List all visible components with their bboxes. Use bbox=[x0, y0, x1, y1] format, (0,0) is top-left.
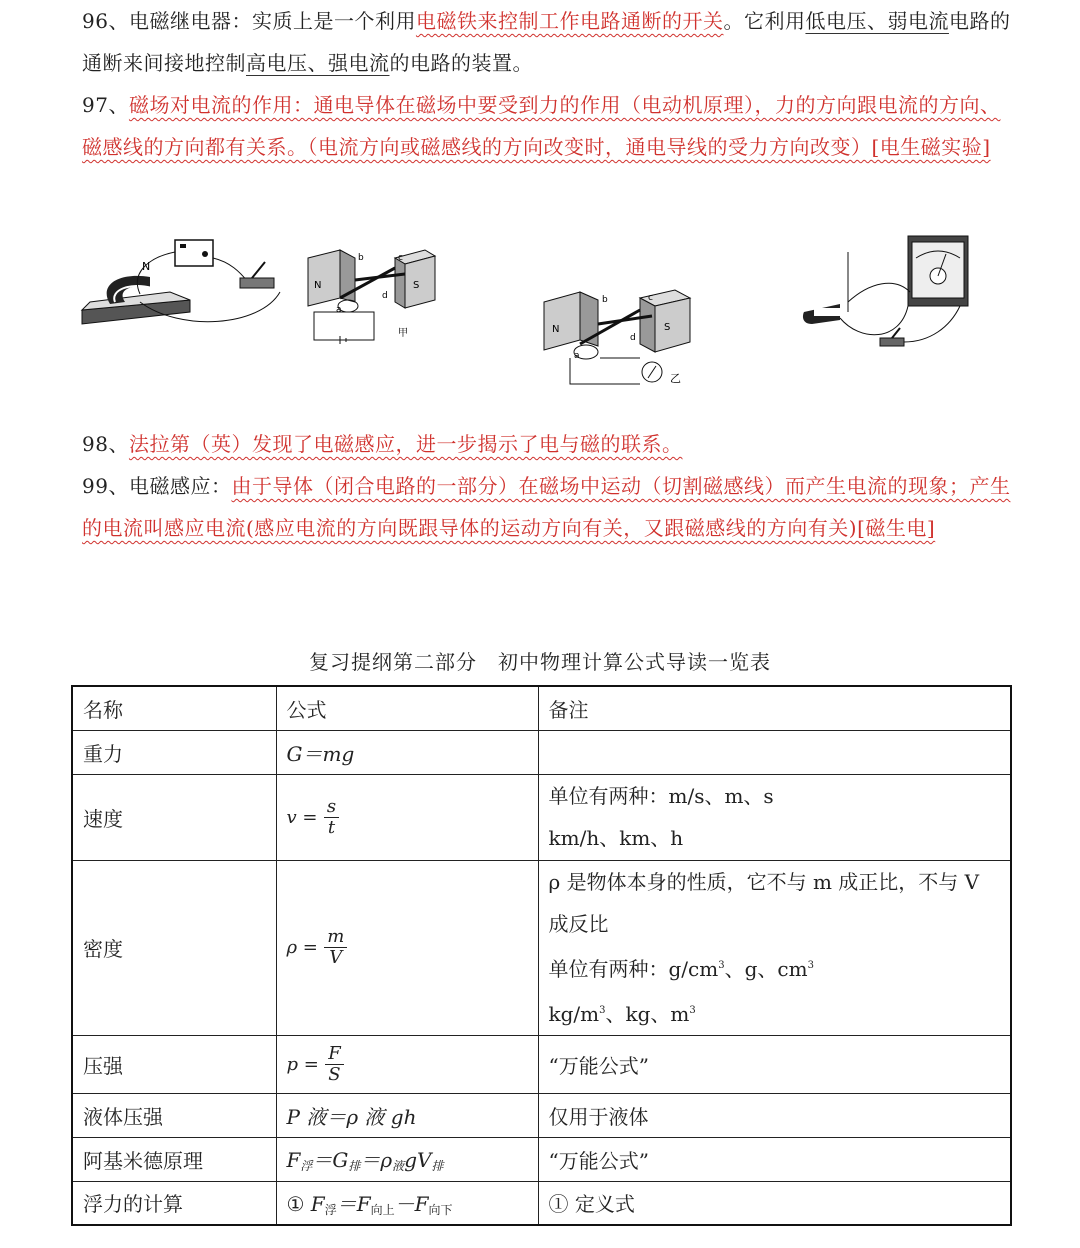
row-name-cell: 压强 bbox=[72, 1035, 276, 1093]
fraction bbox=[324, 927, 347, 968]
formula-cell bbox=[276, 1137, 538, 1181]
subscript: 排 bbox=[431, 1159, 444, 1173]
wire-label: b bbox=[358, 253, 364, 263]
note-line bbox=[549, 990, 1001, 1035]
magnet-wire-apparatus-figure bbox=[80, 232, 290, 332]
highlight-text: 电磁铁来控制工作电路通断的开关 bbox=[415, 9, 724, 33]
paragraph-text: 的电路的装置。 bbox=[389, 51, 533, 75]
column-header-note: 备注 bbox=[538, 686, 1011, 730]
numerator: m bbox=[324, 927, 347, 948]
note-cell: 仅用于液体 bbox=[538, 1093, 1011, 1137]
subscript: 向下 bbox=[428, 1202, 453, 1217]
term-label: 电磁继电器： bbox=[128, 9, 252, 33]
formula-cell bbox=[276, 860, 538, 1035]
numerator: s bbox=[324, 797, 339, 818]
note-cell: “万能公式” bbox=[538, 1137, 1011, 1181]
superscript: 3 bbox=[689, 1004, 696, 1016]
note-cell bbox=[538, 730, 1011, 774]
row-name-cell: 阿基米德原理 bbox=[72, 1137, 276, 1181]
step-number: ① bbox=[286, 1191, 305, 1216]
table-row-buoyancy bbox=[72, 1181, 1011, 1225]
magnet-pole-label: S bbox=[664, 322, 671, 333]
denominator: t bbox=[327, 816, 336, 838]
figure-label: 甲 bbox=[398, 328, 408, 339]
magnet-pole-label: S bbox=[413, 280, 420, 291]
formula-text: －F bbox=[394, 1191, 429, 1216]
formula-cell: G＝mg bbox=[276, 730, 538, 774]
row-name-cell: 浮力的计算 bbox=[72, 1181, 276, 1225]
formula-lhs: p = bbox=[286, 1053, 319, 1075]
wire-label: d bbox=[382, 291, 388, 301]
subscript: 浮 bbox=[324, 1202, 337, 1217]
highlight-text: 由于导体（闭合电路的一部分）在磁场中运动（切割磁感线）而产生电流的现象；产生的电流叫感应电流(感应电流的方向既跟导体的运动方向有关，又跟磁感线的方向有关)[磁生电] bbox=[82, 474, 1011, 540]
formula-text: gV bbox=[404, 1148, 432, 1172]
row-name-cell: 密度 bbox=[72, 860, 276, 1035]
numerator: F bbox=[325, 1044, 344, 1065]
note-text: 单位有两种：g/cm bbox=[548, 956, 719, 981]
note-line: 成反比 bbox=[548, 911, 609, 936]
note-line bbox=[549, 945, 1001, 990]
note-line: km/h、km、h bbox=[548, 826, 684, 850]
table-row-speed bbox=[72, 774, 1011, 860]
paragraph-99 bbox=[82, 465, 1017, 549]
row-name-cell: 速度 bbox=[72, 774, 276, 860]
formula-cell bbox=[276, 774, 538, 860]
fraction bbox=[324, 797, 339, 838]
superscript: 3 bbox=[718, 959, 725, 971]
table-header-row bbox=[72, 686, 1011, 730]
note-text: 、g、cm bbox=[724, 956, 808, 981]
highlight-text: 磁场对电流的作用：通电导体在磁场中要受到力的作用（电动机原理），力的方向跟电流的方向、磁感线的方向都有关系。（电流方向或磁感线的方向改变时，通电导线的受力方向改变）[电生磁实验] bbox=[82, 93, 1001, 159]
magnet-pole-label: N bbox=[552, 324, 560, 335]
note-cell bbox=[538, 774, 1011, 860]
formula-cell bbox=[276, 1181, 538, 1225]
formula-text: ＝G bbox=[312, 1148, 349, 1172]
denominator: V bbox=[329, 947, 343, 968]
paragraph-98 bbox=[82, 423, 1017, 465]
underlined-text: 低电压、弱电流 bbox=[805, 9, 949, 33]
table-row-pressure bbox=[72, 1035, 1011, 1093]
note-text: 、kg、m bbox=[605, 1001, 690, 1026]
item-number: 96、 bbox=[82, 9, 129, 33]
wire-label: b bbox=[602, 295, 608, 305]
item-number: 98、 bbox=[82, 432, 129, 456]
wire-label: c bbox=[398, 253, 403, 263]
formula-cell: P 液＝ρ 液 gh bbox=[276, 1093, 538, 1137]
formula-table bbox=[71, 685, 1012, 1226]
wire-label: a bbox=[336, 305, 342, 315]
note-text: kg/m bbox=[548, 1001, 600, 1026]
subscript: 液 bbox=[392, 1159, 405, 1173]
denominator: S bbox=[328, 1063, 341, 1085]
note-cell: ① 定义式 bbox=[538, 1181, 1011, 1225]
paragraph-96 bbox=[82, 0, 1017, 84]
wire-label: c bbox=[648, 293, 653, 303]
formula-text: ＝ρ bbox=[360, 1148, 393, 1172]
paragraph-97 bbox=[82, 84, 1017, 168]
note-line: 单位有两种：m/s、m、s bbox=[548, 784, 774, 808]
term-label: 电磁感应： bbox=[128, 474, 232, 498]
formula-text: F bbox=[310, 1191, 325, 1216]
magnet-pole-label: N bbox=[142, 260, 151, 273]
subscript: 浮 bbox=[300, 1159, 313, 1173]
table-row-archimedes bbox=[72, 1137, 1011, 1181]
formula-text: ＝F bbox=[336, 1191, 371, 1216]
column-header-formula: 公式 bbox=[276, 686, 538, 730]
row-name-cell: 重力 bbox=[72, 730, 276, 774]
galvanometer-induction-figure bbox=[800, 232, 975, 354]
formula-text: F bbox=[286, 1148, 301, 1172]
formula-lhs: v = bbox=[286, 806, 318, 828]
subscript: 向上 bbox=[370, 1202, 395, 1217]
superscript: 3 bbox=[599, 1004, 606, 1016]
paragraph-text: 电路的通断来间接地控制 bbox=[82, 9, 1011, 75]
column-header-name: 名称 bbox=[72, 686, 276, 730]
formula-lhs: ρ = bbox=[286, 937, 318, 958]
table-row-liquid-pressure bbox=[72, 1093, 1011, 1137]
wire-label: a bbox=[574, 351, 580, 361]
subscript: 排 bbox=[348, 1159, 361, 1173]
paragraph-text: 。它利用 bbox=[723, 9, 806, 33]
note-line: ρ 是物体本身的性质，它不与 m 成正比，不与 V bbox=[548, 869, 980, 894]
item-number: 99、 bbox=[82, 474, 129, 498]
paragraph-text: 实质上是一个利用 bbox=[251, 9, 416, 33]
magnet-pole-label: N bbox=[314, 280, 322, 291]
wire-label: d bbox=[630, 333, 636, 343]
motor-principle-figure-b bbox=[540, 284, 705, 399]
motor-principle-figure-a bbox=[300, 240, 445, 350]
note-cell: “万能公式” bbox=[538, 1035, 1011, 1093]
item-number: 97、 bbox=[82, 93, 129, 117]
figure-label: 乙 bbox=[670, 372, 681, 385]
underlined-text: 高电压、强电流 bbox=[246, 51, 390, 75]
note-cell bbox=[538, 860, 1011, 1035]
superscript: 3 bbox=[807, 959, 814, 971]
highlight-text: 法拉第（英）发现了电磁感应，进一步揭示了电与磁的联系。 bbox=[128, 432, 683, 456]
table-row-density bbox=[72, 860, 1011, 1035]
row-name-cell: 液体压强 bbox=[72, 1093, 276, 1137]
formula-cell bbox=[276, 1035, 538, 1093]
table-row-gravity bbox=[72, 730, 1011, 774]
fraction bbox=[325, 1044, 344, 1085]
table-title: 复习提纲第二部分 初中物理计算公式导读一览表 bbox=[309, 650, 771, 674]
